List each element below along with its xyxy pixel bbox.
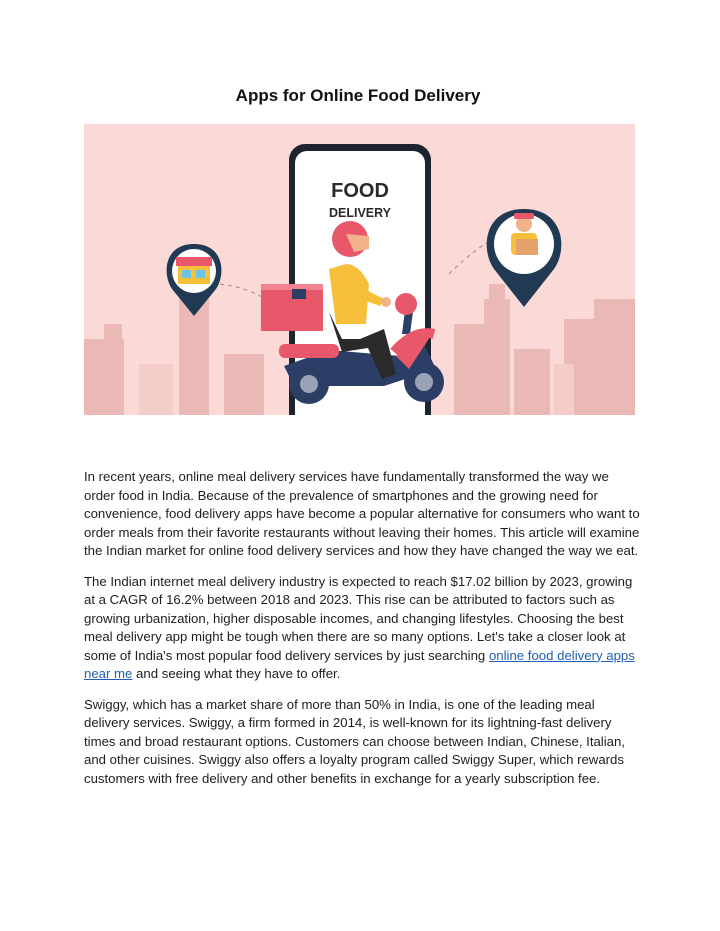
paragraph-market-text-after: and seeing what they have to offer. bbox=[132, 666, 341, 681]
phone-text-food: FOOD bbox=[331, 180, 389, 202]
paragraph-market-text-before: The Indian internet meal delivery industry is expected to reach $17.02 billion by 2023, growing at a CAGR of 16.2% between 2018 and 2023. This rise can be attributed to factors such as growing urbanization, higher disposable incomes, and changing lifestyles. Choosing the best meal delivery app might be tough when there are so many options. Let's take a closer look at some of India's most popular food delivery services by just searching bbox=[84, 573, 633, 663]
hero-illustration bbox=[84, 124, 635, 415]
paragraph-swiggy: Swiggy, which has a market share of more than 50% in India, is one of the leading meal delivery services. Swiggy, a firm formed in 2014, is well-known for its lightning-fast delivery times and broad restaurant options. Customers can choose between Indian, Chinese, Italian, and other cuisines. Swiggy also offers a loyalty program called Swiggy Super, which rewards customers with free delivery and other benefits in exchange for a yearly subscription fee. bbox=[84, 696, 626, 786]
paragraph-market bbox=[84, 573, 640, 684]
food-delivery-apps-link[interactable]: online food delivery apps near me bbox=[84, 647, 635, 681]
phone-text-delivery: DELIVERY bbox=[328, 206, 392, 220]
page-title: Apps for Online Food Delivery bbox=[235, 86, 481, 105]
paragraph-intro: In recent years, online meal delivery services have fundamentally transformed the way we order food in India. Because of the prevalence of smartphones and the growing need for convenience, food delivery apps have become a popular alternative for consumers who want to order meals from their favorite restaurants without leaving their homes. This article will examine the Indian market for online food delivery services and how they have changed the way we eat. bbox=[84, 469, 640, 558]
shop-location-pin-icon bbox=[167, 244, 222, 316]
article-body bbox=[84, 468, 640, 800]
